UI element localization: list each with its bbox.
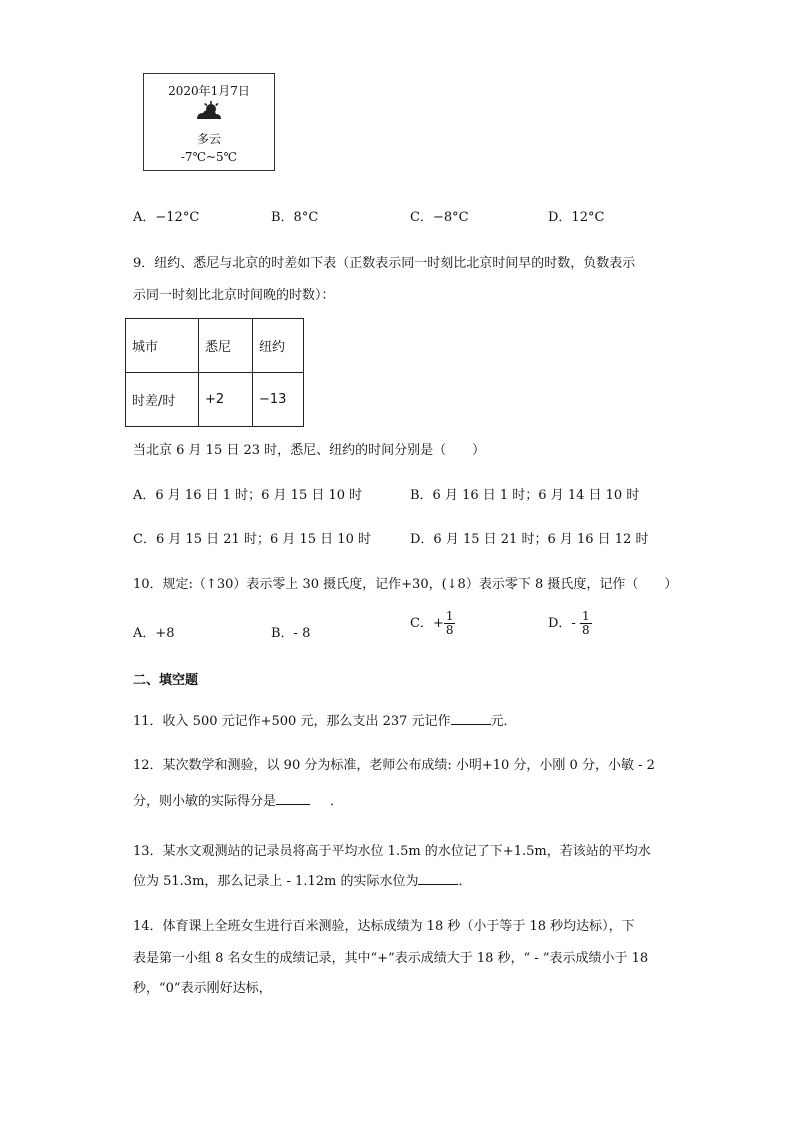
q10-option-d [548,610,592,637]
fraction-numerator: 1 [445,609,454,623]
q14-line1: 14．体育课上全班女生进行百米测验，达标成绩为 18 秒（小于等于 18 秒均达标），下 [133,919,635,934]
q13-line1: 13．某水文观测站的记录员将高于平均水位 1.5m 的水位记了下+1.5m，若该站的平均水 [133,844,651,859]
weather-date: 2020年1月7日 [168,84,250,98]
q8-option-d: D．12°C [548,210,605,225]
table-cell: 城市 [126,319,199,373]
q9-option-c: C．6 月 15 日 21 时；6 月 15 日 10 时 [133,532,371,547]
q11 [133,710,517,729]
q12-line1: 12．某次数学和测验，以 90 分为标准，老师公布成绩: 小明+10 分，小刚 0 分，小敏 - 2 [133,758,655,773]
section-title: 二、填空题 [133,673,199,688]
table-cell: 悉尼 [199,319,253,373]
table-cell: 时差/时 [126,373,199,427]
fraction [444,610,456,637]
q10-option-a: A．+8 [133,626,175,641]
q13-line2 [133,870,471,889]
fraction-denominator: 8 [445,623,454,638]
answer-blank [276,792,310,805]
q9-question: 当北京 6 月 15 日 23 时，悉尼、纽约的时间分别是（ ） [133,443,486,458]
q11-text-after: 元． [490,714,517,729]
q8-option-c: C．−8°C [410,210,469,225]
q9-stem-line2: 示同一时刻比北京时间晚的时数）： [133,288,335,303]
q8-option-a: A．−12°C [133,210,200,225]
q10-stem: 10．规定:（↑30）表示零上 30 摄氏度，记作+30，(↓8）表示零下 8 摄氏度，记作（ ） [133,577,678,592]
table-cell: −13 [253,373,304,427]
option-prefix: C．+ [410,616,444,632]
q14-line2: 表是第一小组 8 名女生的成绩记录，其中“+”表示成绩大于 18 秒，“ - ”表示成绩小于 18 [133,951,649,966]
fraction-denominator: 8 [581,623,590,638]
q9-option-b: B．6 月 16 日 1 时；6 月 14 日 10 时 [410,488,640,503]
weather-condition: 多云 [196,132,221,146]
fraction [580,610,592,637]
q12-text-after: ． [330,794,344,809]
table-row [126,373,304,427]
q12-line2 [133,790,343,809]
q13-text: 位为 51.3m，那么记录上 - 1.12m 的实际水位为 [133,874,419,889]
q12-text: 分，则小敏的实际得分是 [133,794,277,809]
fraction-numerator: 1 [581,609,590,623]
q10-option-b: B．- 8 [271,626,311,641]
answer-blank [451,712,491,725]
partly-cloudy-icon [144,101,274,123]
q13-text-after: ． [458,874,472,889]
q9-option-d: D．6 月 15 日 21 时；6 月 16 日 12 时 [410,532,649,547]
q9-stem-line1: 9．纽约、悉尼与北京的时差如下表（正数表示同一时刻比北京时间早的时数，负数表示 [133,256,636,271]
q10-option-c [410,610,455,637]
table-cell: 纽约 [253,319,304,373]
table-row [126,319,304,373]
q9-option-a: A．6 月 16 日 1 时；6 月 15 日 10 时 [133,488,363,503]
option-prefix: D．- [548,616,580,632]
weather-temperature: -7℃~5℃ [180,150,238,164]
timezone-table [125,318,304,427]
weather-card [143,73,275,171]
table-cell: +2 [199,373,253,427]
q11-text: 11．收入 500 元记作+500 元，那么支出 237 元记作 [133,714,451,729]
answer-blank [418,872,458,885]
q8-option-b: B．8°C [271,210,319,225]
q14-line3: 秒，“0”表示刚好达标， [133,981,272,996]
